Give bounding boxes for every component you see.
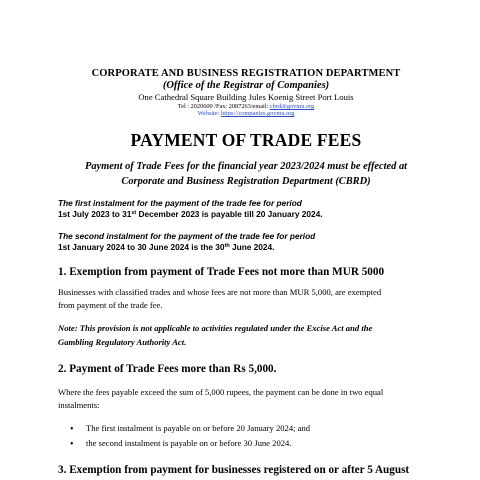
second-instalment-value-a: 1st January 2024 to 30 June 2024 is the 30	[58, 241, 225, 252]
second-instalment-value-b: June 2024.	[229, 241, 275, 252]
website-prefix: Website:	[197, 110, 222, 118]
first-instalment-sup: st	[131, 209, 137, 216]
page-title: PAYMENT OF TRADE FEES	[130, 130, 362, 151]
contact-text: Tel : 2020600 /Fax: 2087263/email:	[177, 103, 270, 110]
section-1-body-line-2: from payment of the trade fee.	[58, 300, 163, 310]
section-1-body-line-1: Businesses with classified trades and whose fees are not more than MUR 5,000, are exempted	[58, 286, 382, 297]
second-instalment-value	[58, 242, 434, 253]
section-2-body	[58, 386, 434, 413]
section-1-note-line-2: Gambling Regulatory Authority Act.	[58, 336, 187, 347]
email-link[interactable]: cbrd@govmu.org	[269, 103, 315, 110]
instalment-bullet-list	[58, 421, 434, 453]
second-instalment-label: The second instalment for the payment of the trade fee for period	[58, 230, 316, 241]
list-item: • the second instalment is payable on or before 30 June 2024.	[74, 436, 434, 452]
second-instalment-block	[58, 231, 434, 253]
list-item: • The first instalment is payable on or before 20 January 2024; and	[74, 421, 434, 437]
section-2-heading: 2. Payment of Trade Fees more than Rs 5,000.	[58, 362, 277, 375]
contact-line	[58, 103, 434, 110]
first-instalment-value-b: December 2023 is payable till 20 January 2024.	[136, 208, 323, 219]
section-2-body-line-2: instalments:	[58, 400, 100, 411]
intro-line-2: Corporate and Business Registration Department (CBRD)	[121, 175, 371, 187]
first-instalment-block	[58, 198, 434, 220]
first-instalment-value	[58, 209, 434, 220]
section-3-heading: 3. Exemption from payment for businesses registered on or after 5 August	[58, 464, 410, 477]
section-1-body	[58, 286, 434, 313]
letterhead	[58, 68, 434, 117]
second-instalment-sup: th	[224, 242, 230, 249]
section-1-note	[58, 322, 434, 349]
department-name: CORPORATE AND BUSINESS REGISTRATION DEPARTMENT	[91, 68, 401, 79]
website-link[interactable]: https://companies.govmu.org	[221, 110, 295, 118]
office-subtitle: (Office of the Registrar of Companies)	[162, 80, 330, 92]
section-1-note-line-1: Note: This provision is not applicable to activities regulated under the Excise Act and the	[58, 323, 373, 334]
section-2-body-line-1: Where the fees payable exceed the sum of 5,000 rupees, the payment can be done in two equal	[58, 386, 384, 397]
website-line	[58, 110, 434, 117]
address-line: One Cathedral Square Building Jules Koenig Street Port Louis	[138, 92, 354, 103]
first-instalment-label: The first instalment for the payment of the trade fee for period	[58, 197, 302, 208]
first-instalment-value-a: 1st July 2023 to 31	[58, 208, 132, 219]
intro-text	[58, 160, 434, 188]
section-1-heading: 1. Exemption from payment of Trade Fees not more than MUR 5000	[58, 265, 385, 278]
intro-line-1: Payment of Trade Fees for the financial year 2023/2024 must be effected at	[84, 161, 408, 173]
